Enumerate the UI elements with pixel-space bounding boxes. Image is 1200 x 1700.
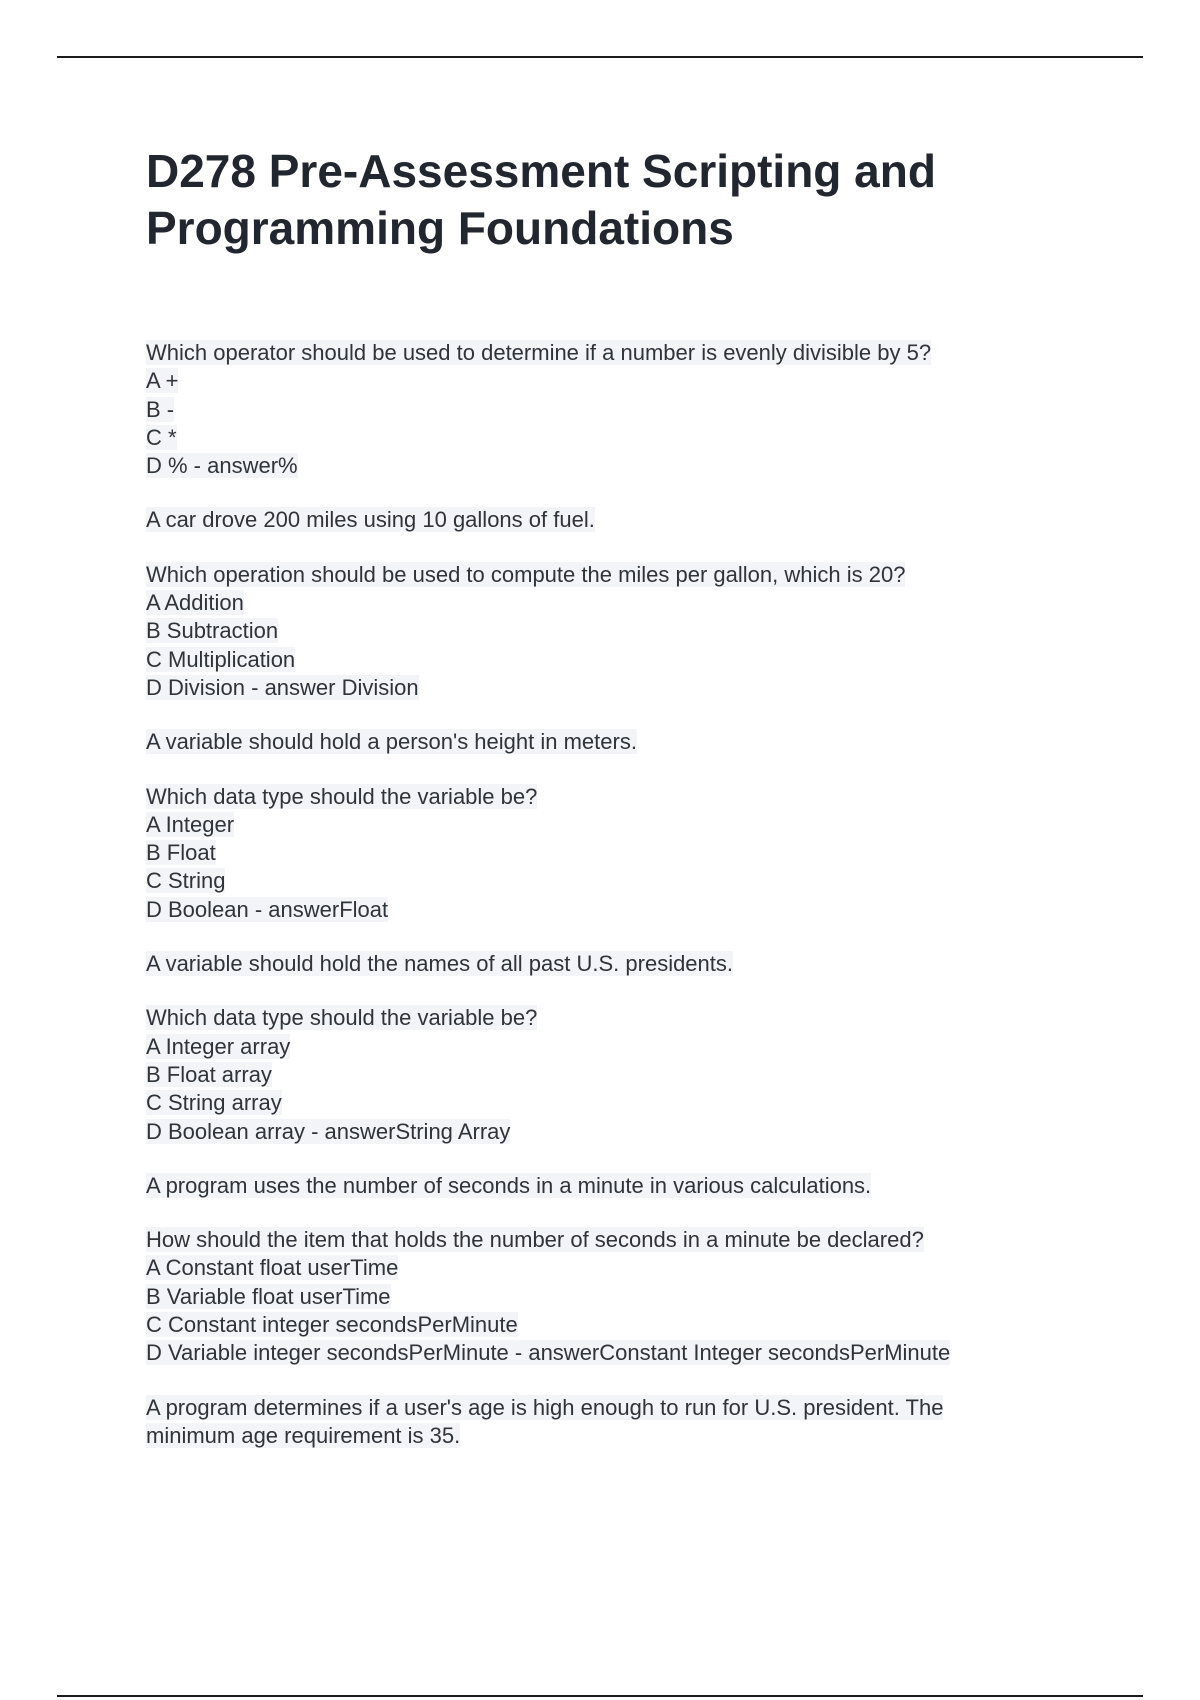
scenario-block bbox=[146, 950, 1106, 978]
bottom-rule bbox=[57, 1695, 1143, 1697]
scenario-text: A car drove 200 miles using 10 gallons of fuel. bbox=[146, 507, 595, 533]
question-block bbox=[146, 1226, 1106, 1367]
question-block bbox=[146, 783, 1106, 924]
scenario-block bbox=[146, 506, 1106, 534]
document-title: D278 Pre-Assessment Scripting and Programming Foundations bbox=[146, 145, 936, 254]
answer-option: B Subtraction bbox=[146, 618, 279, 644]
answer-option: C Multiplication bbox=[146, 646, 296, 672]
answer-option: A Addition bbox=[146, 590, 244, 616]
answer-option: C String bbox=[146, 868, 226, 894]
answer-option: D Variable integer secondsPerMinute - answerConstant Integer secondsPerMinute bbox=[146, 1340, 951, 1366]
answer-option: A Constant float userTime bbox=[146, 1255, 399, 1281]
question-text: How should the item that holds the number of seconds in a minute be declared? bbox=[146, 1227, 924, 1253]
answer-option: B Float array bbox=[146, 1061, 272, 1087]
question-block bbox=[146, 561, 1106, 702]
answer-option: D Boolean - answerFloat bbox=[146, 896, 389, 922]
scenario-block bbox=[146, 1394, 1106, 1451]
scenario-text: A program uses the number of seconds in a minute in various calculations. bbox=[146, 1172, 872, 1198]
scenario-text: A program determines if a user's age is high enough to run for U.S. president. The bbox=[146, 1394, 944, 1420]
answer-option: B Float bbox=[146, 840, 216, 866]
question-block bbox=[146, 1004, 1106, 1145]
scenario-text: minimum age requirement is 35. bbox=[146, 1422, 461, 1448]
answer-option: D Boolean array - answerString Array bbox=[146, 1118, 511, 1144]
answer-option: A Integer array bbox=[146, 1033, 291, 1059]
answer-option: C Constant integer secondsPerMinute bbox=[146, 1312, 518, 1338]
question-text: Which operation should be used to compute the miles per gallon, which is 20? bbox=[146, 561, 906, 587]
top-rule bbox=[57, 56, 1143, 58]
answer-option: D Division - answer Division bbox=[146, 674, 419, 700]
answer-option: C * bbox=[146, 424, 177, 450]
answer-option: B Variable float userTime bbox=[146, 1283, 391, 1309]
scenario-block bbox=[146, 1172, 1106, 1200]
answer-option: B - bbox=[146, 396, 175, 422]
answer-option: A Integer bbox=[146, 811, 235, 837]
document-body bbox=[146, 339, 1106, 1476]
answer-option: C String array bbox=[146, 1090, 282, 1116]
question-block bbox=[146, 339, 1106, 480]
scenario-text: A variable should hold the names of all past U.S. presidents. bbox=[146, 951, 734, 977]
question-text: Which data type should the variable be? bbox=[146, 1005, 538, 1031]
scenario-text: A variable should hold a person's height in meters. bbox=[146, 729, 637, 755]
scenario-block bbox=[146, 728, 1106, 756]
answer-option: D % - answer% bbox=[146, 453, 298, 479]
question-text: Which data type should the variable be? bbox=[146, 783, 538, 809]
answer-option: A + bbox=[146, 368, 179, 394]
question-text: Which operator should be used to determine if a number is evenly divisible by 5? bbox=[146, 340, 932, 365]
